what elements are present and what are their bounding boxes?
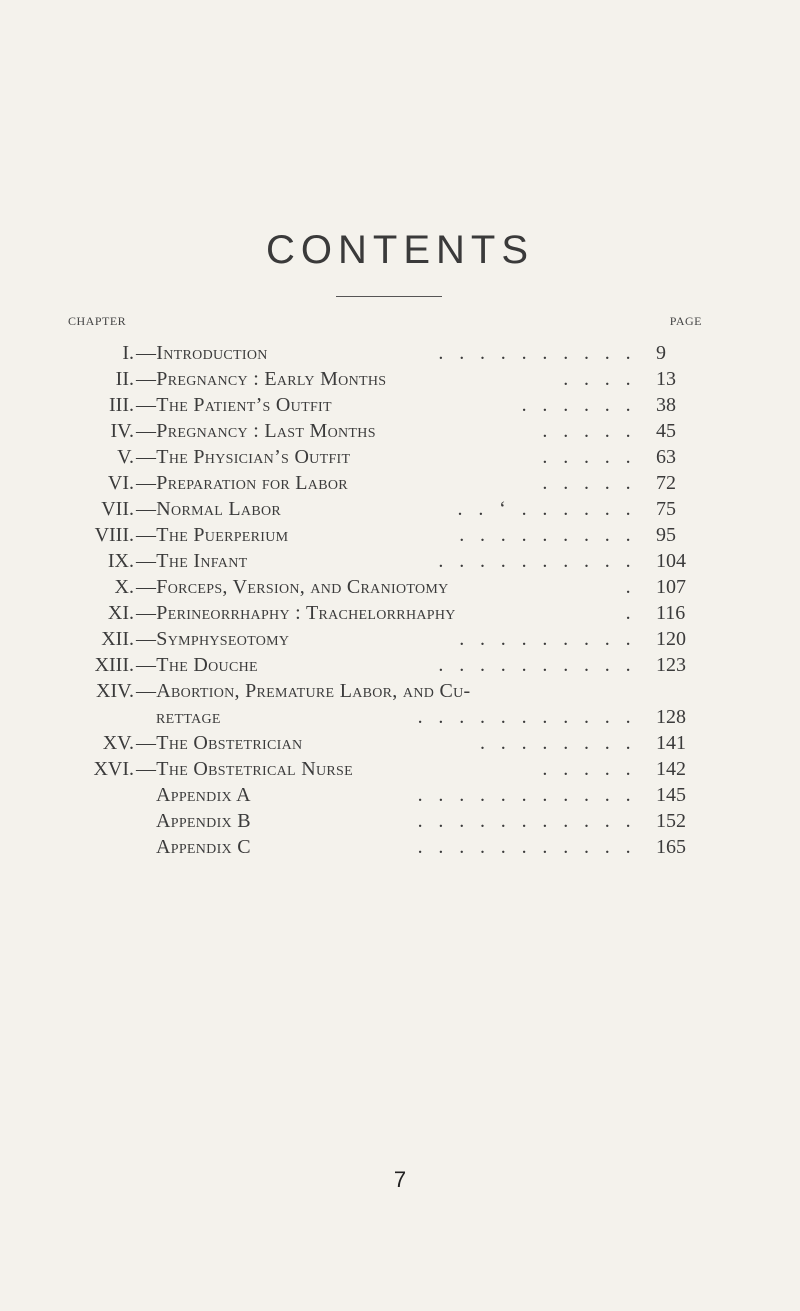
entry-title-line <box>156 834 636 860</box>
toc-entry <box>0 418 800 444</box>
chapter-title: —The Patient’s Outfit <box>136 394 336 416</box>
chapter-number: X. <box>114 576 134 598</box>
toc-entry <box>0 574 800 600</box>
entry-title-line <box>136 626 636 652</box>
chapter-number: VI. <box>107 472 134 494</box>
entry-title-line <box>156 808 636 834</box>
page-reference: 13 <box>656 368 676 390</box>
page-reference: 9 <box>656 342 666 364</box>
dot-leader: . . . . . . . . . . <box>438 342 636 364</box>
toc-entry <box>0 704 800 730</box>
dot-leader: . . . . . . . . . . . <box>417 784 636 806</box>
chapter-number: XIII. <box>94 654 134 676</box>
table-of-contents <box>0 340 800 860</box>
toc-entry <box>0 756 800 782</box>
dot-leader: . . . . . . . . . . <box>438 654 636 676</box>
chapter-title: Appendix B <box>156 810 255 832</box>
chapter-title: —Symphyseotomy <box>136 628 293 650</box>
page-reference: 95 <box>656 524 676 546</box>
entry-title-line <box>136 600 636 626</box>
dot-leader: . . . . . <box>542 446 636 468</box>
chapter-title: —The Puerperium <box>136 524 292 546</box>
chapter-title: —Introduction <box>136 342 272 364</box>
chapter-number: I. <box>122 342 134 364</box>
entry-title-line <box>136 340 636 366</box>
page-reference: 128 <box>656 706 686 728</box>
toc-entry <box>0 652 800 678</box>
dot-leader: . . . . . . . . . <box>459 628 636 650</box>
entry-title-line <box>136 392 636 418</box>
chapter-title: —Normal Labor <box>136 498 285 520</box>
chapter-number: XV. <box>102 732 134 754</box>
page-reference: 72 <box>656 472 676 494</box>
chapter-title: —Forceps, Version, and Craniotomy <box>136 576 453 598</box>
dot-leader: . . . . . <box>542 472 636 494</box>
chapter-title: —Pregnancy : Early Months <box>136 368 390 390</box>
toc-entry <box>0 366 800 392</box>
dot-leader: . . . . . . . . . . . <box>417 836 636 858</box>
toc-entry <box>0 678 800 704</box>
dot-leader: . . . . . . . . . . . <box>417 810 636 832</box>
page-reference: 145 <box>656 784 686 806</box>
page-reference: 165 <box>656 836 686 858</box>
chapter-number: XVI. <box>93 758 134 780</box>
toc-entry <box>0 522 800 548</box>
entry-title-line <box>136 548 636 574</box>
chapter-number: III. <box>109 394 134 416</box>
page-reference: 104 <box>656 550 686 572</box>
toc-entry <box>0 782 800 808</box>
page-reference: 141 <box>656 732 686 754</box>
chapter-number: VIII. <box>94 524 134 546</box>
entry-title-line <box>136 444 636 470</box>
dot-leader: . . . . . . . . . <box>459 524 636 546</box>
dot-leader: . . . . . . . . . . . <box>417 706 636 728</box>
page-number: 7 <box>393 1167 407 1192</box>
page-reference: 107 <box>656 576 686 598</box>
page-reference: 38 <box>656 394 676 416</box>
toc-entry <box>0 600 800 626</box>
toc-entry <box>0 548 800 574</box>
toc-entry <box>0 730 800 756</box>
toc-entry <box>0 392 800 418</box>
dot-leader: . <box>625 576 636 598</box>
entry-title-line <box>136 496 636 522</box>
chapter-title: —Perineorrhaphy : Trachelorrhaphy <box>136 602 460 624</box>
page-reference: 123 <box>656 654 686 676</box>
page-reference: 142 <box>656 758 686 780</box>
page-reference: 152 <box>656 810 686 832</box>
chapter-number: IV. <box>110 420 134 442</box>
title-rule <box>336 296 442 297</box>
entry-title-line <box>156 704 636 730</box>
toc-entry <box>0 340 800 366</box>
dot-leader: . <box>625 602 636 624</box>
chapter-column-header: CHAPTER <box>68 314 127 328</box>
dot-leader: . . . . . . <box>521 394 636 416</box>
toc-entry <box>0 834 800 860</box>
chapter-number: VII. <box>101 498 134 520</box>
dot-leader: . . ‘ . . . . . . <box>457 498 636 520</box>
chapter-title: —The Obstetrician <box>136 732 306 754</box>
entry-title-line <box>136 730 636 756</box>
chapter-number: V. <box>117 446 134 468</box>
dot-leader: . . . . <box>563 368 636 390</box>
chapter-title: Appendix A <box>156 784 255 806</box>
toc-entry <box>0 444 800 470</box>
chapter-title: Appendix C <box>156 836 255 858</box>
page-title: CONTENTS <box>266 228 534 272</box>
chapter-title: rettage <box>156 706 225 728</box>
entry-title-line <box>136 470 636 496</box>
entry-title-line <box>136 678 636 704</box>
entry-title-line <box>136 574 636 600</box>
chapter-number: IX. <box>107 550 134 572</box>
page-reference: 45 <box>656 420 676 442</box>
page-reference: 63 <box>656 446 676 468</box>
toc-entry <box>0 496 800 522</box>
entry-title-line <box>156 782 636 808</box>
chapter-title: —The Obstetrical Nurse <box>136 758 357 780</box>
chapter-title: —The Infant <box>136 550 251 572</box>
chapter-number: II. <box>115 368 134 390</box>
chapter-number: XIV. <box>96 680 134 702</box>
page-reference: 75 <box>656 498 676 520</box>
page-reference: 120 <box>656 628 686 650</box>
chapter-title: —The Physician’s Outfit <box>136 446 354 468</box>
chapter-number: XI. <box>107 602 134 624</box>
entry-title-line <box>136 366 636 392</box>
chapter-title: —Pregnancy : Last Months <box>136 420 380 442</box>
chapter-title: —Preparation for Labor <box>136 472 352 494</box>
toc-entry <box>0 626 800 652</box>
dot-leader: . . . . . <box>542 758 636 780</box>
dot-leader: . . . . . <box>542 420 636 442</box>
dot-leader: . . . . . . . . <box>480 732 636 754</box>
entry-title-line <box>136 522 636 548</box>
page-reference: 116 <box>656 602 686 624</box>
chapter-title: —Abortion, Premature Labor, and Cu- <box>136 680 474 702</box>
chapter-number: XII. <box>101 628 134 650</box>
toc-entry <box>0 470 800 496</box>
entry-title-line <box>136 756 636 782</box>
entry-title-line <box>136 652 636 678</box>
dot-leader: . . . . . . . . . . <box>438 550 636 572</box>
toc-entry <box>0 808 800 834</box>
chapter-title: —The Douche <box>136 654 262 676</box>
entry-title-line <box>136 418 636 444</box>
page-column-header: PAGE <box>669 314 702 328</box>
